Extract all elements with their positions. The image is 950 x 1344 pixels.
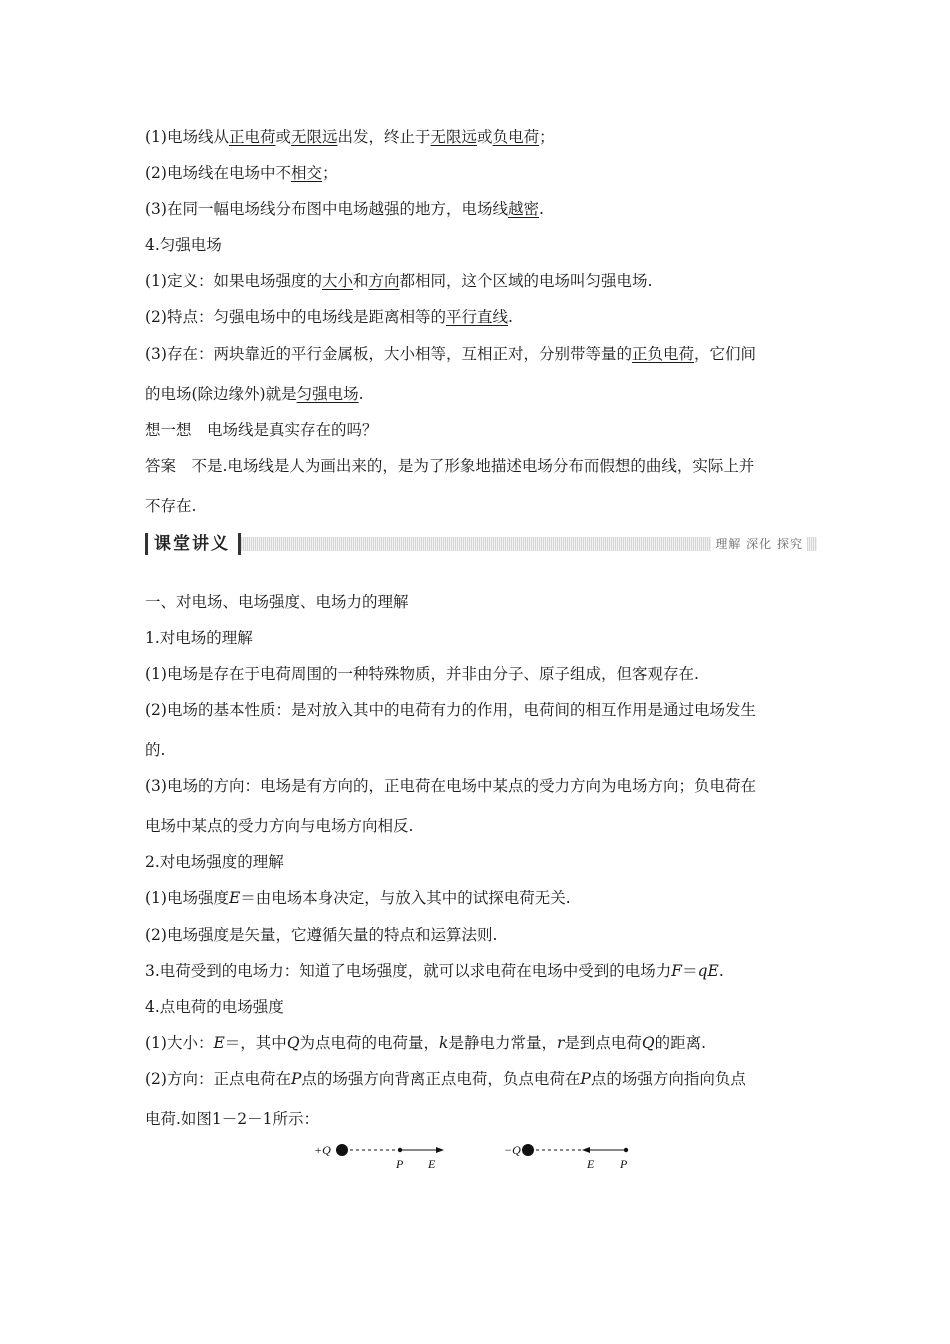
text-line: (1)电场强度E＝由电场本身决定，与放入其中的试探电荷无关. xyxy=(145,889,571,907)
text-line: (1)定义：如果电场强度的大小和方向都相同，这个区域的电场叫匀强电场. xyxy=(145,272,653,290)
field-e-label: E xyxy=(587,1157,595,1171)
text-line: 的电场(除边缘外)就是匀强电场. xyxy=(145,385,364,403)
section-heading: 4.点电荷的电场强度 xyxy=(145,998,284,1016)
section-heading: 一、对电场、电场强度、电场力的理解 xyxy=(145,593,409,611)
answer-line: 答案 不是.电场线是人为画出来的，是为了形象地描述电场分布而假想的曲线，实际上并 xyxy=(145,457,755,475)
section-heading: 4.匀强电场 xyxy=(145,236,222,254)
section-banner xyxy=(145,533,817,555)
text-line: 的. xyxy=(145,741,166,759)
text-line: (1)电场线从正电荷或无限远出发，终止于无限远或负电荷； xyxy=(145,128,555,146)
point-p-label: P xyxy=(620,1157,628,1171)
text-line: 3.电荷受到的电场力：知道了电场强度，就可以求电荷在电场中受到的电场力F＝qE. xyxy=(145,962,724,980)
point-p-label: P xyxy=(396,1157,404,1171)
banner-title: 课堂讲义 xyxy=(145,533,241,555)
negative-charge-dot xyxy=(522,1144,534,1156)
field-e-label: E xyxy=(428,1157,436,1171)
text-line: (3)在同一幅电场线分布图中电场越强的地方，电场线越密. xyxy=(145,200,544,218)
field-arrowhead xyxy=(436,1147,444,1153)
text-line: (2)电场强度是矢量，它遵循矢量的特点和运算法则. xyxy=(145,926,498,944)
text-line: (2)电场线在电场中不相交； xyxy=(145,164,338,182)
field-direction-figure xyxy=(300,1138,660,1178)
text-line: 电荷.如图1－2－1所示： xyxy=(145,1110,320,1128)
negative-charge-label: −Q xyxy=(504,1143,521,1157)
text-line: (3)存在：两块靠近的平行金属板，大小相等，互相正对，分别带等量的正负电荷，它们间 xyxy=(145,345,756,363)
point-p-dot xyxy=(624,1148,628,1152)
positive-charge-label: +Q xyxy=(314,1143,331,1157)
text-line: (1)大小：E＝，其中Q为点电荷的电荷量，k是静电力常量，r是到点电荷Q的距离. xyxy=(145,1034,707,1052)
banner-tags: 理解 深化 探究 xyxy=(711,533,807,555)
text-line: (2)特点：匀强电场中的电场线是距离相等的平行直线. xyxy=(145,308,513,326)
section-heading: 2.对电场强度的理解 xyxy=(145,853,284,871)
think-question: 想一想 电场线是真实存在的吗？ xyxy=(145,421,378,439)
section-heading: 1.对电场的理解 xyxy=(145,629,253,647)
text-line: (2)方向：正点电荷在P点的场强方向背离正点电荷，负点电荷在P点的场强方向指向负点 xyxy=(145,1070,746,1088)
answer-line: 不存在. xyxy=(145,497,197,515)
text-line: 电场中某点的受力方向与电场方向相反. xyxy=(145,817,414,835)
text-line: (1)电场是存在于电荷周围的一种特殊物质，并非由分子、原子组成，但客观存在. xyxy=(145,665,699,683)
positive-charge-dot xyxy=(336,1144,348,1156)
text-line: (2)电场的基本性质：是对放入其中的电荷有力的作用，电荷间的相互作用是通过电场发生 xyxy=(145,701,756,719)
text-line: (3)电场的方向：电场是有方向的，正电荷在电场中某点的受力方向为电场方向；负电荷在 xyxy=(145,777,756,795)
